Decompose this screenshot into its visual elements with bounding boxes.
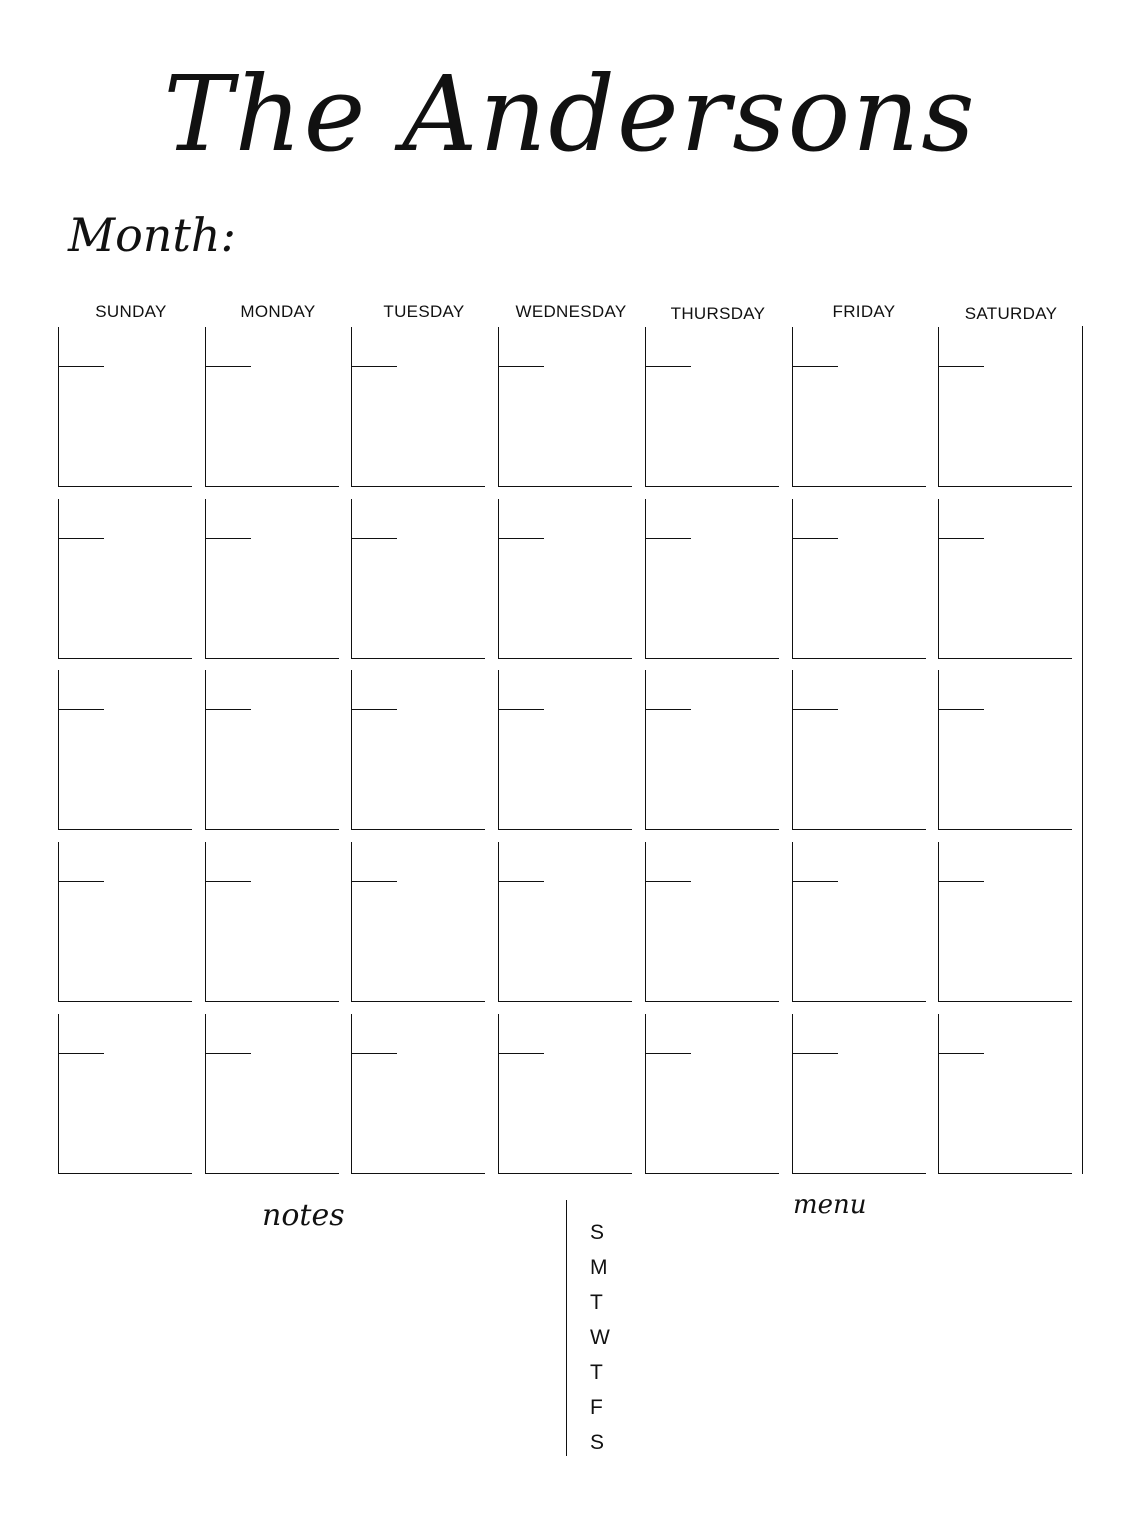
date-write-line xyxy=(499,366,544,367)
date-write-line xyxy=(206,881,251,882)
date-write-line xyxy=(59,881,104,882)
weekday-tuesday: TUESDAY xyxy=(383,302,465,321)
weekday-wednesday: WEDNESDAY xyxy=(515,302,627,321)
date-write-line xyxy=(793,881,838,882)
date-write-line xyxy=(939,538,984,539)
day-cell[interactable] xyxy=(205,327,339,487)
day-cell[interactable] xyxy=(938,327,1072,487)
date-write-line xyxy=(206,366,251,367)
date-write-line xyxy=(646,881,691,882)
calendar-right-rule xyxy=(1082,326,1083,1174)
day-cell[interactable] xyxy=(205,499,339,659)
day-cell[interactable] xyxy=(351,842,485,1002)
weekday-sunday: SUNDAY xyxy=(95,302,167,321)
menu-day-wednesday: W xyxy=(590,1326,610,1349)
day-cell[interactable] xyxy=(938,842,1072,1002)
day-cell[interactable] xyxy=(498,670,632,830)
day-cell[interactable] xyxy=(205,670,339,830)
day-cell[interactable] xyxy=(645,670,779,830)
day-cell[interactable] xyxy=(58,842,192,1002)
day-cell[interactable] xyxy=(351,670,485,830)
date-write-line xyxy=(59,366,104,367)
date-write-line xyxy=(59,538,104,539)
day-cell[interactable] xyxy=(498,1014,632,1174)
menu-day-sunday: S xyxy=(590,1221,605,1244)
date-write-line xyxy=(939,366,984,367)
date-write-line xyxy=(646,538,691,539)
day-cell[interactable] xyxy=(938,670,1072,830)
menu-day-thursday: T xyxy=(590,1361,603,1384)
weekday-thursday: THURSDAY xyxy=(670,304,766,323)
menu-day-tuesday: T xyxy=(590,1291,603,1314)
date-write-line xyxy=(646,366,691,367)
weekday-monday: MONDAY xyxy=(240,302,316,321)
date-write-line xyxy=(939,709,984,710)
day-cell[interactable] xyxy=(792,499,926,659)
date-write-line xyxy=(793,1053,838,1054)
day-cell[interactable] xyxy=(938,1014,1072,1174)
date-write-line xyxy=(352,709,397,710)
date-write-line xyxy=(352,1053,397,1054)
date-write-line xyxy=(499,709,544,710)
weekday-friday: FRIDAY xyxy=(832,302,896,321)
day-cell[interactable] xyxy=(58,327,192,487)
day-cell[interactable] xyxy=(351,1014,485,1174)
date-write-line xyxy=(499,881,544,882)
day-cell[interactable] xyxy=(792,842,926,1002)
day-cell[interactable] xyxy=(58,670,192,830)
date-write-line xyxy=(939,881,984,882)
date-write-line xyxy=(646,709,691,710)
date-write-line xyxy=(793,538,838,539)
date-write-line xyxy=(352,366,397,367)
day-cell[interactable] xyxy=(938,499,1072,659)
date-write-line xyxy=(939,1053,984,1054)
date-write-line xyxy=(59,709,104,710)
day-cell[interactable] xyxy=(351,327,485,487)
date-write-line xyxy=(59,1053,104,1054)
weekday-saturday: SATURDAY xyxy=(964,304,1058,323)
day-cell[interactable] xyxy=(498,499,632,659)
day-cell[interactable] xyxy=(792,670,926,830)
date-write-line xyxy=(206,1053,251,1054)
day-cell[interactable] xyxy=(58,499,192,659)
day-cell[interactable] xyxy=(205,842,339,1002)
day-cell[interactable] xyxy=(645,327,779,487)
day-cell[interactable] xyxy=(498,842,632,1002)
menu-label: menu xyxy=(793,1190,867,1220)
date-write-line xyxy=(499,538,544,539)
day-cell[interactable] xyxy=(645,1014,779,1174)
month-label: Month: xyxy=(68,208,237,262)
menu-day-friday: F xyxy=(590,1396,603,1419)
notes-label: notes xyxy=(262,1198,345,1233)
day-cell[interactable] xyxy=(351,499,485,659)
day-cell[interactable] xyxy=(58,1014,192,1174)
date-write-line xyxy=(499,1053,544,1054)
day-cell[interactable] xyxy=(792,327,926,487)
day-cell[interactable] xyxy=(645,499,779,659)
day-cell[interactable] xyxy=(645,842,779,1002)
date-write-line xyxy=(206,538,251,539)
date-write-line xyxy=(793,366,838,367)
menu-day-saturday: S xyxy=(590,1431,605,1454)
page-title: The Andersons xyxy=(163,53,977,175)
menu-day-monday: M xyxy=(590,1256,608,1279)
day-cell[interactable] xyxy=(205,1014,339,1174)
date-write-line xyxy=(206,709,251,710)
day-cell[interactable] xyxy=(792,1014,926,1174)
date-write-line xyxy=(352,881,397,882)
date-write-line xyxy=(646,1053,691,1054)
date-write-line xyxy=(793,709,838,710)
day-cell[interactable] xyxy=(498,327,632,487)
notes-menu-divider xyxy=(566,1200,567,1456)
date-write-line xyxy=(352,538,397,539)
